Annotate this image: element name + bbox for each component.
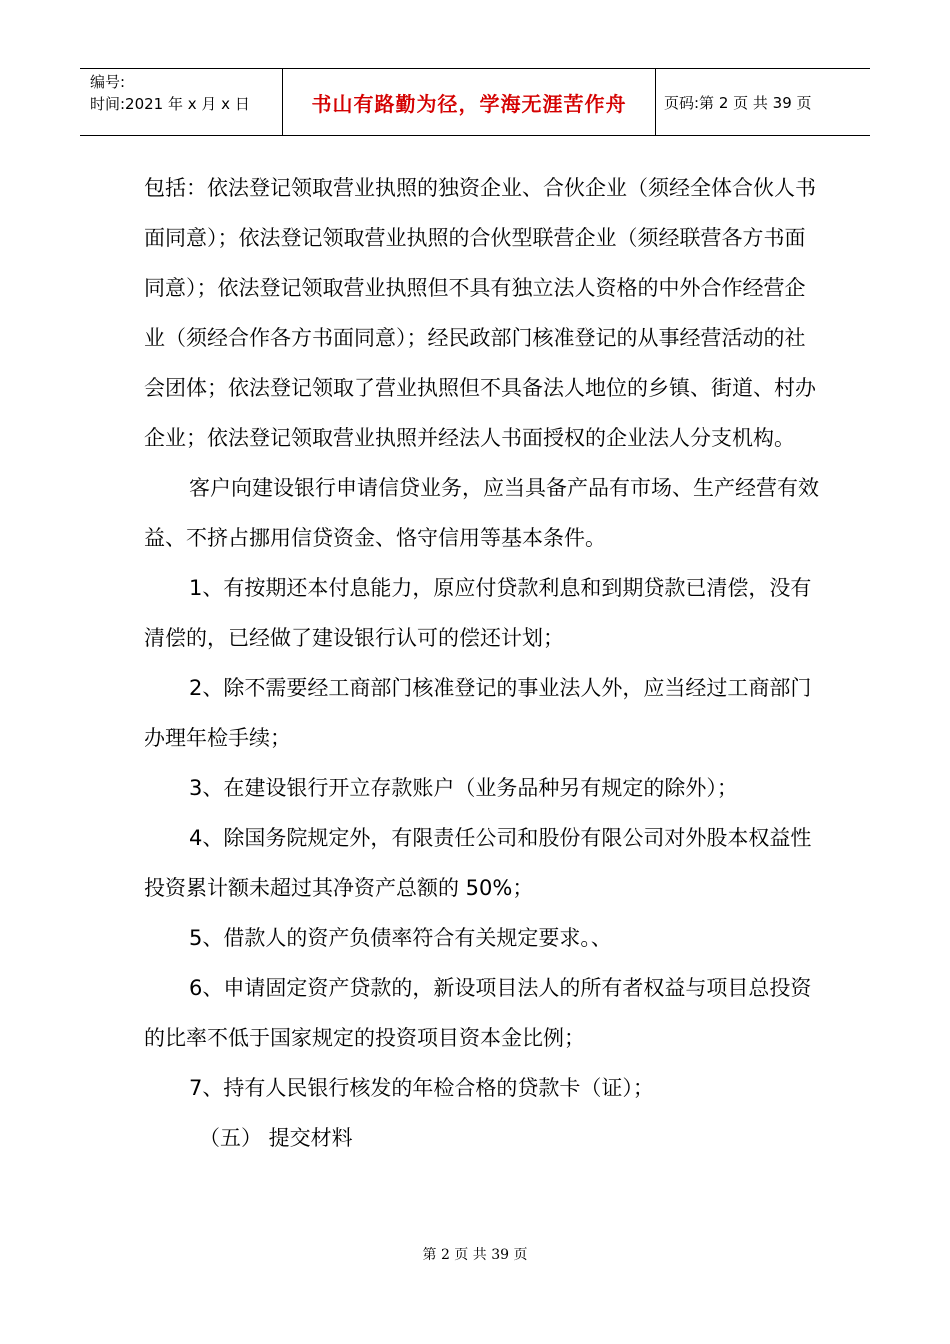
paragraph: 5、借款人的资产负债率符合有关规定要求。、	[189, 926, 612, 950]
paragraph: 2、除不需要经工商部门核准登记的事业法人外，应当经过工商部门办理年检手续；	[144, 676, 812, 750]
document-number-label: 编号:	[90, 73, 126, 91]
document-date: 时间:2021 年 x 月 x 日	[90, 95, 250, 113]
header-motto: 书山有路勤为径，学海无涯苦作舟	[283, 69, 656, 135]
header-page-info: 页码:第 2 页 共 39 页	[664, 93, 812, 112]
paragraph: 7、持有人民银行核发的年检合格的贷款卡（证）；	[189, 1076, 654, 1100]
paragraph: 客户向建设银行申请信贷业务，应当具备产品有市场、生产经营有效益、不挤占挪用信贷资金、恪守信用等基本条件。	[144, 476, 819, 550]
page-footer: 第 2 页 共 39 页	[422, 1247, 528, 1263]
paragraph: 包括：依法登记领取营业执照的独资企业、合伙企业（须经全体合伙人书面同意）；依法登记领取营业执照的合伙型联营企业（须经联营各方书面同意）；依法登记领取营业执照但不具有独立法人资格的中外合作经营企业（须经合作各方书面同意）；经民政部门核准登记的从事经营活动的社会团体；依法登记领取了营业执照但不具备法人地位的乡镇、街道、村办企业；依法登记领取营业执照并经法人书面授权的企业法人分支机构。	[144, 176, 816, 450]
page-header	[80, 68, 870, 136]
paragraph: 6、申请固定资产贷款的，新设项目法人的所有者权益与项目总投资的比率不低于国家规定的投资项目资本金比例；	[144, 976, 812, 1050]
paragraph: 1、有按期还本付息能力，原应付贷款利息和到期贷款已清偿，没有清偿的，已经做了建设银行认可的偿还计划；	[144, 576, 812, 650]
header-meta	[80, 69, 283, 135]
paragraph: 4、除国务院规定外，有限责任公司和股份有限公司对外股本权益性投资累计额未超过其净资产总额的 50%；	[144, 826, 812, 900]
section-subheading: （五） 提交材料	[199, 1126, 353, 1150]
document-body	[144, 163, 824, 1163]
paragraph: 3、在建设银行开立存款账户（业务品种另有规定的除外）；	[189, 776, 738, 800]
